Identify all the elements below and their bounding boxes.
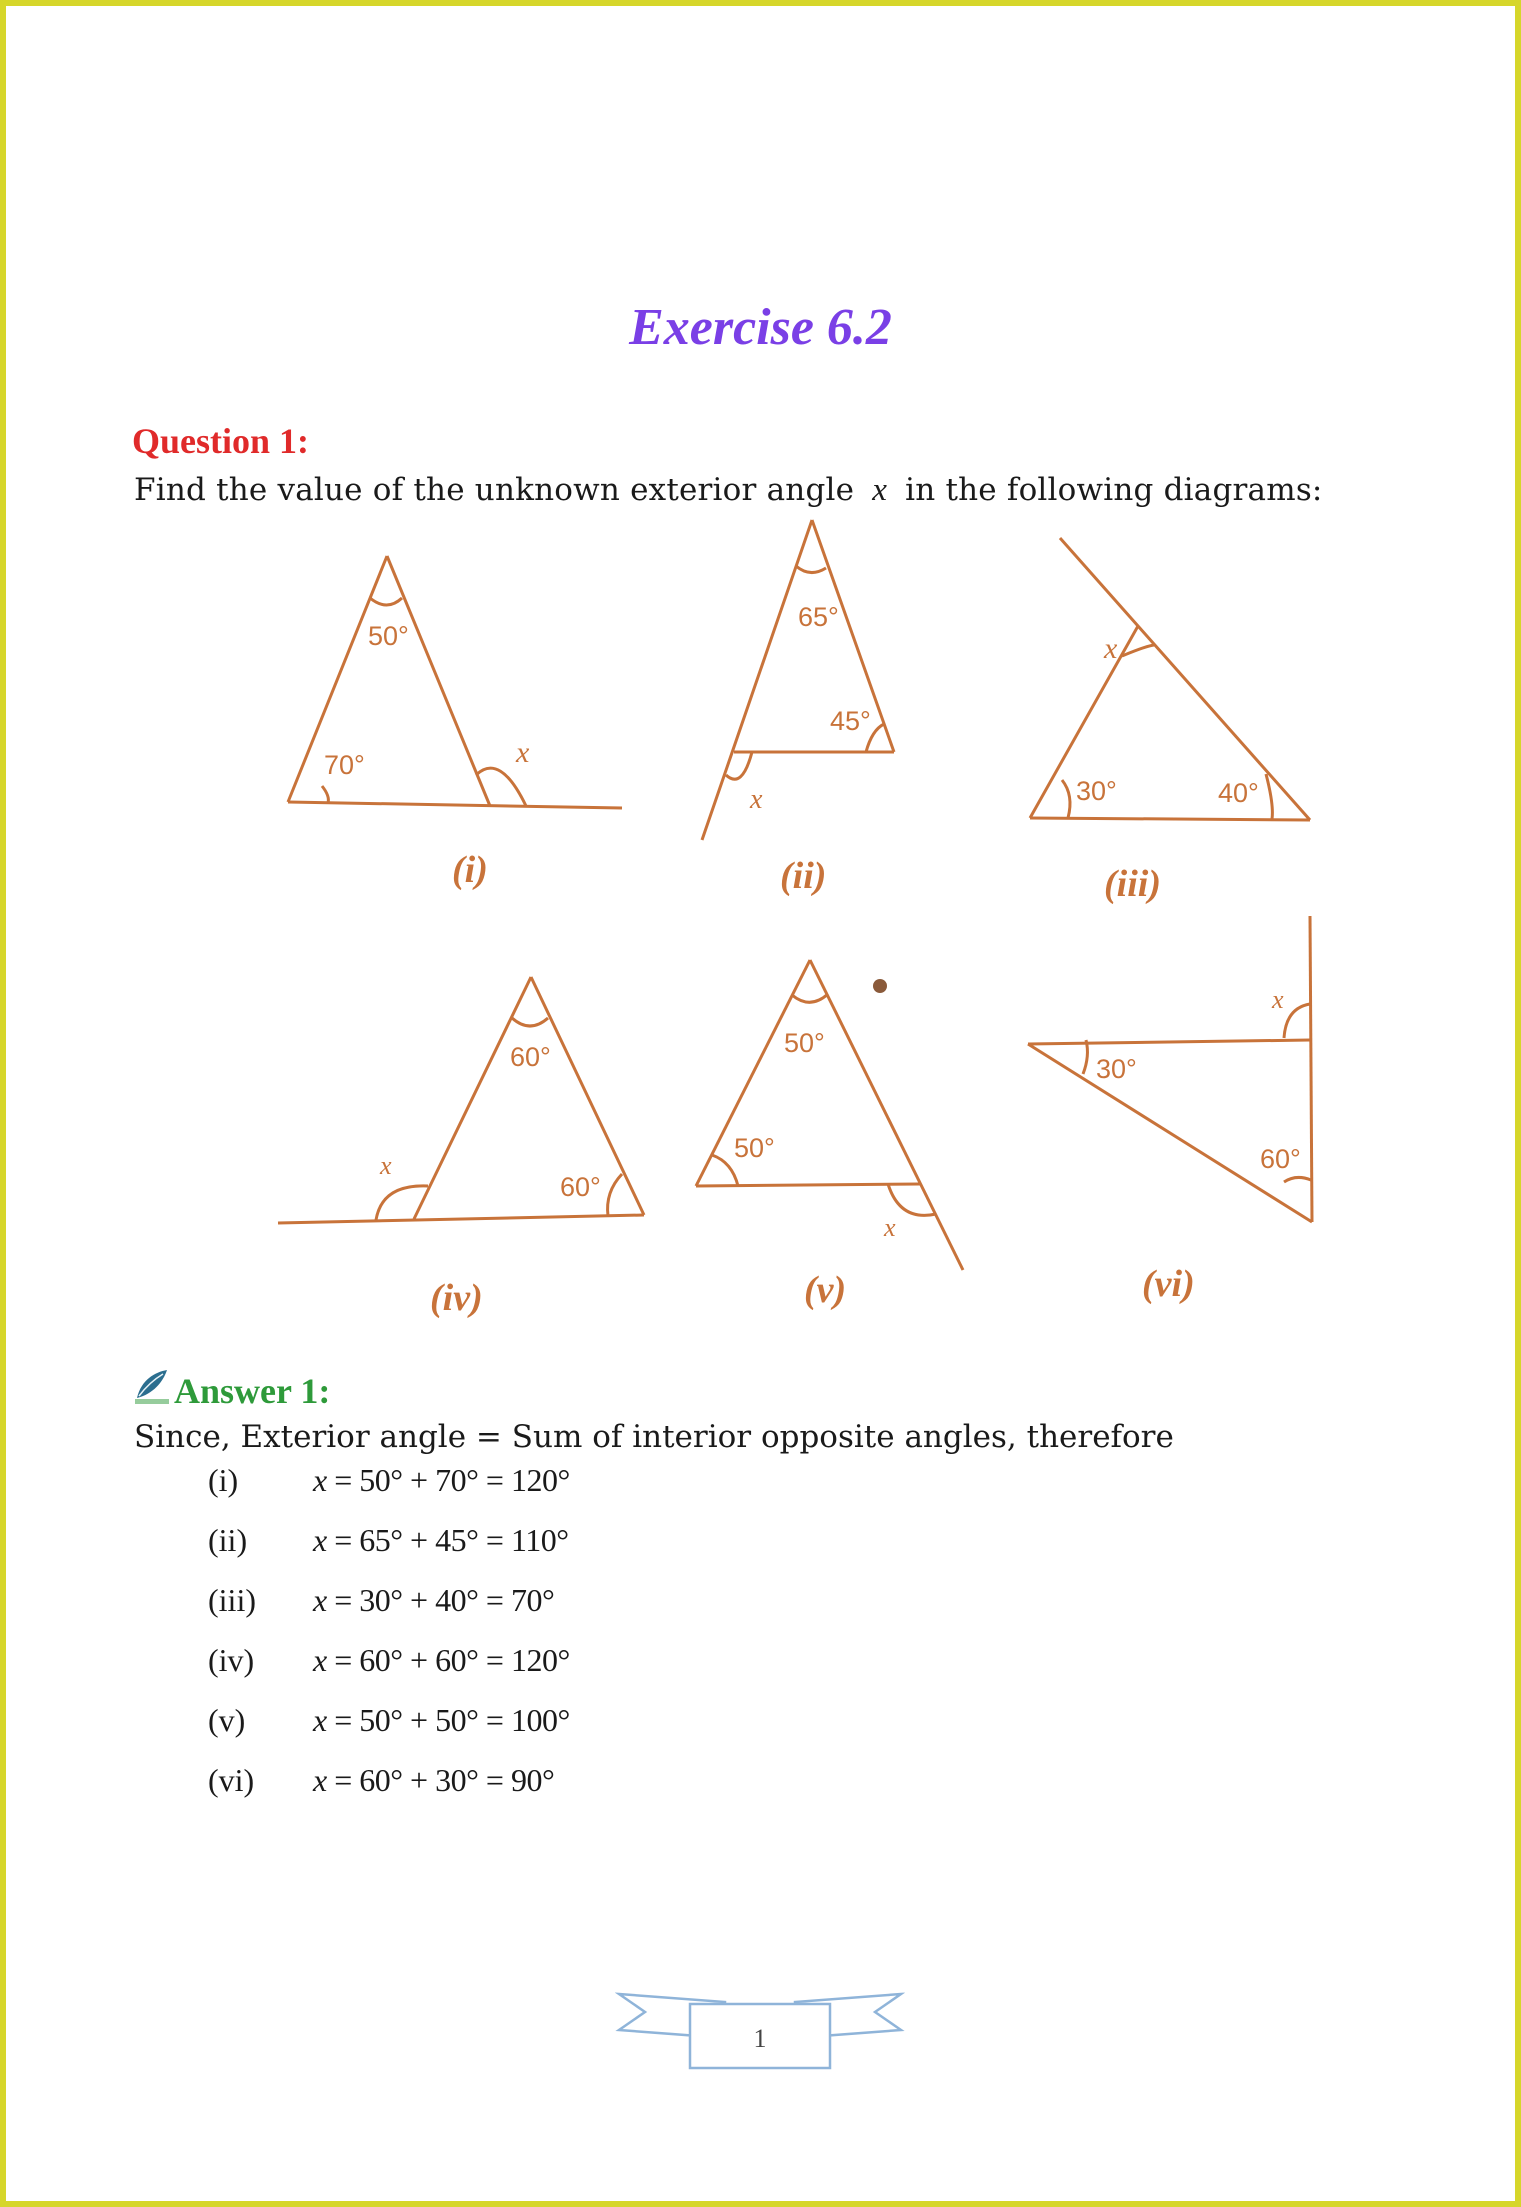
solution-expression: = 30° + 40° = 70° <box>326 1582 555 1618</box>
solution-expression: = 50° + 50° = 100° <box>326 1702 570 1738</box>
diagram-vi <box>1028 916 1312 1222</box>
angle-label-iii-right: 40° <box>1218 778 1259 808</box>
solution-label: (iv) <box>208 1642 255 1678</box>
angle-label-i-left: 70° <box>324 750 365 780</box>
solution-equation <box>313 1462 570 1499</box>
diagram-v <box>696 960 963 1270</box>
leaf-logo-icon <box>133 1368 171 1406</box>
diagram-label-ii: (ii) <box>780 855 827 897</box>
angle-label-v-top: 50° <box>784 1028 825 1058</box>
solution-variable: x <box>313 1762 327 1798</box>
angle-label-ii-top: 65° <box>798 602 839 632</box>
question-variable: x <box>872 472 888 508</box>
solution-equation <box>313 1702 570 1739</box>
angle-label-vi-bottom: 60° <box>1260 1144 1301 1174</box>
diagram-label-i: (i) <box>452 849 488 891</box>
solution-variable: x <box>313 1522 327 1558</box>
solution-equation <box>313 1522 569 1559</box>
unknown-x-iii: x <box>1104 632 1118 665</box>
unknown-x-ii: x <box>750 784 763 815</box>
answer-heading: Answer 1: <box>174 1371 331 1411</box>
answer-intro: Since, Exterior angle = Sum of interior opposite angles, therefore <box>134 1419 1174 1455</box>
angle-label-vi-left: 30° <box>1096 1054 1137 1084</box>
question-text-before: Find the value of the unknown exterior angle <box>134 472 855 508</box>
angle-label-ii-right: 45° <box>830 706 871 736</box>
page-number: 1 <box>753 2024 767 2053</box>
angle-label-iv-top: 60° <box>510 1042 551 1072</box>
solution-variable: x <box>313 1462 327 1498</box>
diagram-ii <box>702 520 894 840</box>
question-text-after: in the following diagrams: <box>905 472 1323 508</box>
diagram-label-vi: (vi) <box>1142 1263 1195 1305</box>
unknown-x-v: x <box>884 1213 896 1242</box>
diagram-iii <box>1030 538 1310 820</box>
solution-equation <box>313 1642 570 1679</box>
solution-label: (vi) <box>208 1762 255 1798</box>
angle-label-iv-right: 60° <box>560 1172 601 1202</box>
solution-expression: = 50° + 70° = 120° <box>326 1462 570 1498</box>
unknown-x-vi: x <box>1272 985 1284 1014</box>
unknown-x-i: x <box>516 736 530 769</box>
solution-label: (v) <box>208 1702 246 1738</box>
solution-expression: = 60° + 30° = 90° <box>326 1762 555 1798</box>
solution-variable: x <box>313 1582 327 1618</box>
solution-label: (i) <box>208 1462 239 1498</box>
angle-label-i-top: 50° <box>368 621 409 651</box>
unknown-x-iv: x <box>380 1151 392 1180</box>
question-heading: Question 1: <box>132 421 310 461</box>
solution-label: (iii) <box>208 1582 256 1618</box>
diagram-label-iii: (iii) <box>1104 863 1161 905</box>
angle-label-v-left: 50° <box>734 1133 775 1163</box>
ink-dot <box>873 979 887 993</box>
solution-expression: = 60° + 60° = 120° <box>326 1642 570 1678</box>
diagram-label-iv: (iv) <box>430 1277 483 1319</box>
solution-equation <box>313 1582 554 1619</box>
diagram-label-v: (v) <box>804 1269 847 1311</box>
solution-variable: x <box>313 1642 327 1678</box>
solution-label: (ii) <box>208 1522 248 1558</box>
angle-label-iii-left: 30° <box>1076 776 1117 806</box>
exercise-title: Exercise 6.2 <box>629 299 892 356</box>
solution-equation <box>313 1762 554 1799</box>
solution-expression: = 65° + 45° = 110° <box>326 1522 569 1558</box>
solution-variable: x <box>313 1702 327 1738</box>
